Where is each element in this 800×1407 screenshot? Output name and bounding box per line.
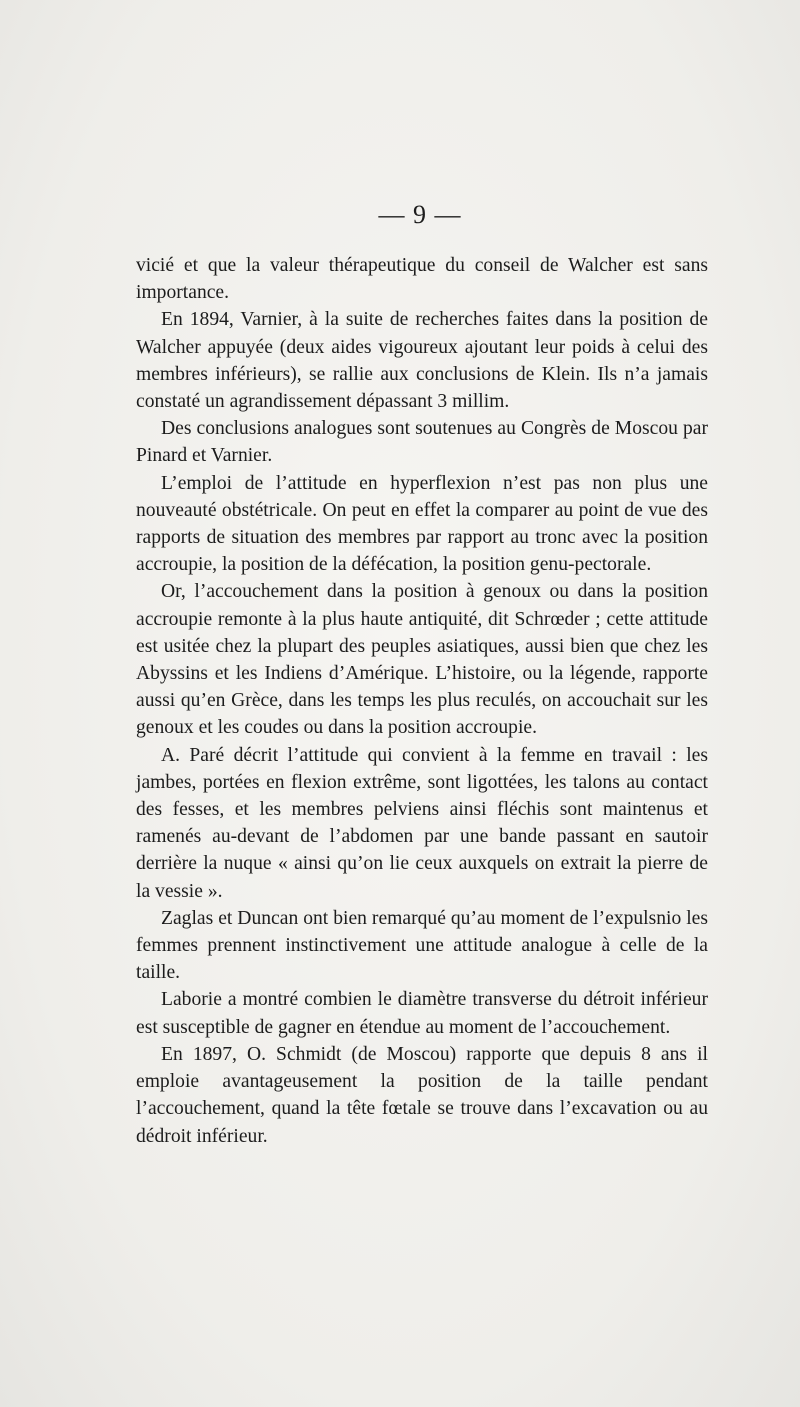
paragraph-pare: A. Paré décrit l’attitude qui convient à la femme en travail : les jambes, portées en flexion extrême, sont ligottées, les talons au contact des fesses, et les membres pelviens ainsi fléchis sont maintenus et ramenés au-devant de l’abdomen par une bande passant en sautoir derrière la nuque « ainsi qu’on lie ceux auxquels on extrait la pierre de la vessie ». bbox=[136, 744, 708, 902]
paragraph-walcher-conclusion: vicié et que la valeur thérapeutique du conseil de Walcher est sans importance. bbox=[136, 255, 708, 304]
paragraph-schmidt-1897: En 1897, O. Schmidt (de Moscou) rapporte que depuis 8 ans il emploie avantageusement la position de la taille pendant l’accouchement, quand la tête fœtale se trouve dans l’excavation ou au dédroit inférieur. bbox=[136, 1043, 708, 1147]
paragraph-varnier-1894: En 1894, Varnier, à la suite de recherches faites dans la position de Walcher appuyée (deux aides vigoureux ajoutant leur poids à celui des membres inférieurs), se rallie aux conclusions de Klein. Ils n’a jamais constaté un agrandissement dépassant 3 millim. bbox=[136, 309, 708, 413]
paragraph-zaglas-duncan: Zaglas et Duncan ont bien remarqué qu’au moment de l’expulsnio les femmes prennent instinctivement une attitude analogue à celle de la taille. bbox=[136, 907, 708, 984]
page-number: — 9 — bbox=[378, 200, 462, 229]
paragraph-moscou-congress: Des conclusions analogues sont soutenues au Congrès de Moscou par Pinard et Varnier. bbox=[136, 418, 708, 467]
paragraph-laborie: Laborie a montré combien le diamètre transverse du détroit inférieur est susceptible de gagner en étendue au moment de l’accouchement. bbox=[136, 989, 708, 1038]
paragraph-hyperflexion: L’emploi de l’attitude en hyperflexion n’est pas non plus une nouveauté obstétricale. On peut en effet la comparer au point de vue des rapports de situation des membres par rapport au tronc avec la position accroupie, la position de la défécation, la position genu-pectorale. bbox=[136, 472, 708, 576]
body-text bbox=[136, 252, 708, 1150]
paragraph-antiquity: Or, l’accouchement dans la position à genoux ou dans la position accroupie remonte à la plus haute antiquité, dit Schrœder ; cette attitude est usitée chez la plupart des peuples asiatiques, aussi bien que chez les Abyssins et les Indiens d’Amérique. L’histoire, ou la légende, rapporte aussi qu’en Grèce, dans les temps les plus reculés, on accouchait sur les genoux et les coudes ou dans la position accroupie. bbox=[136, 581, 708, 739]
